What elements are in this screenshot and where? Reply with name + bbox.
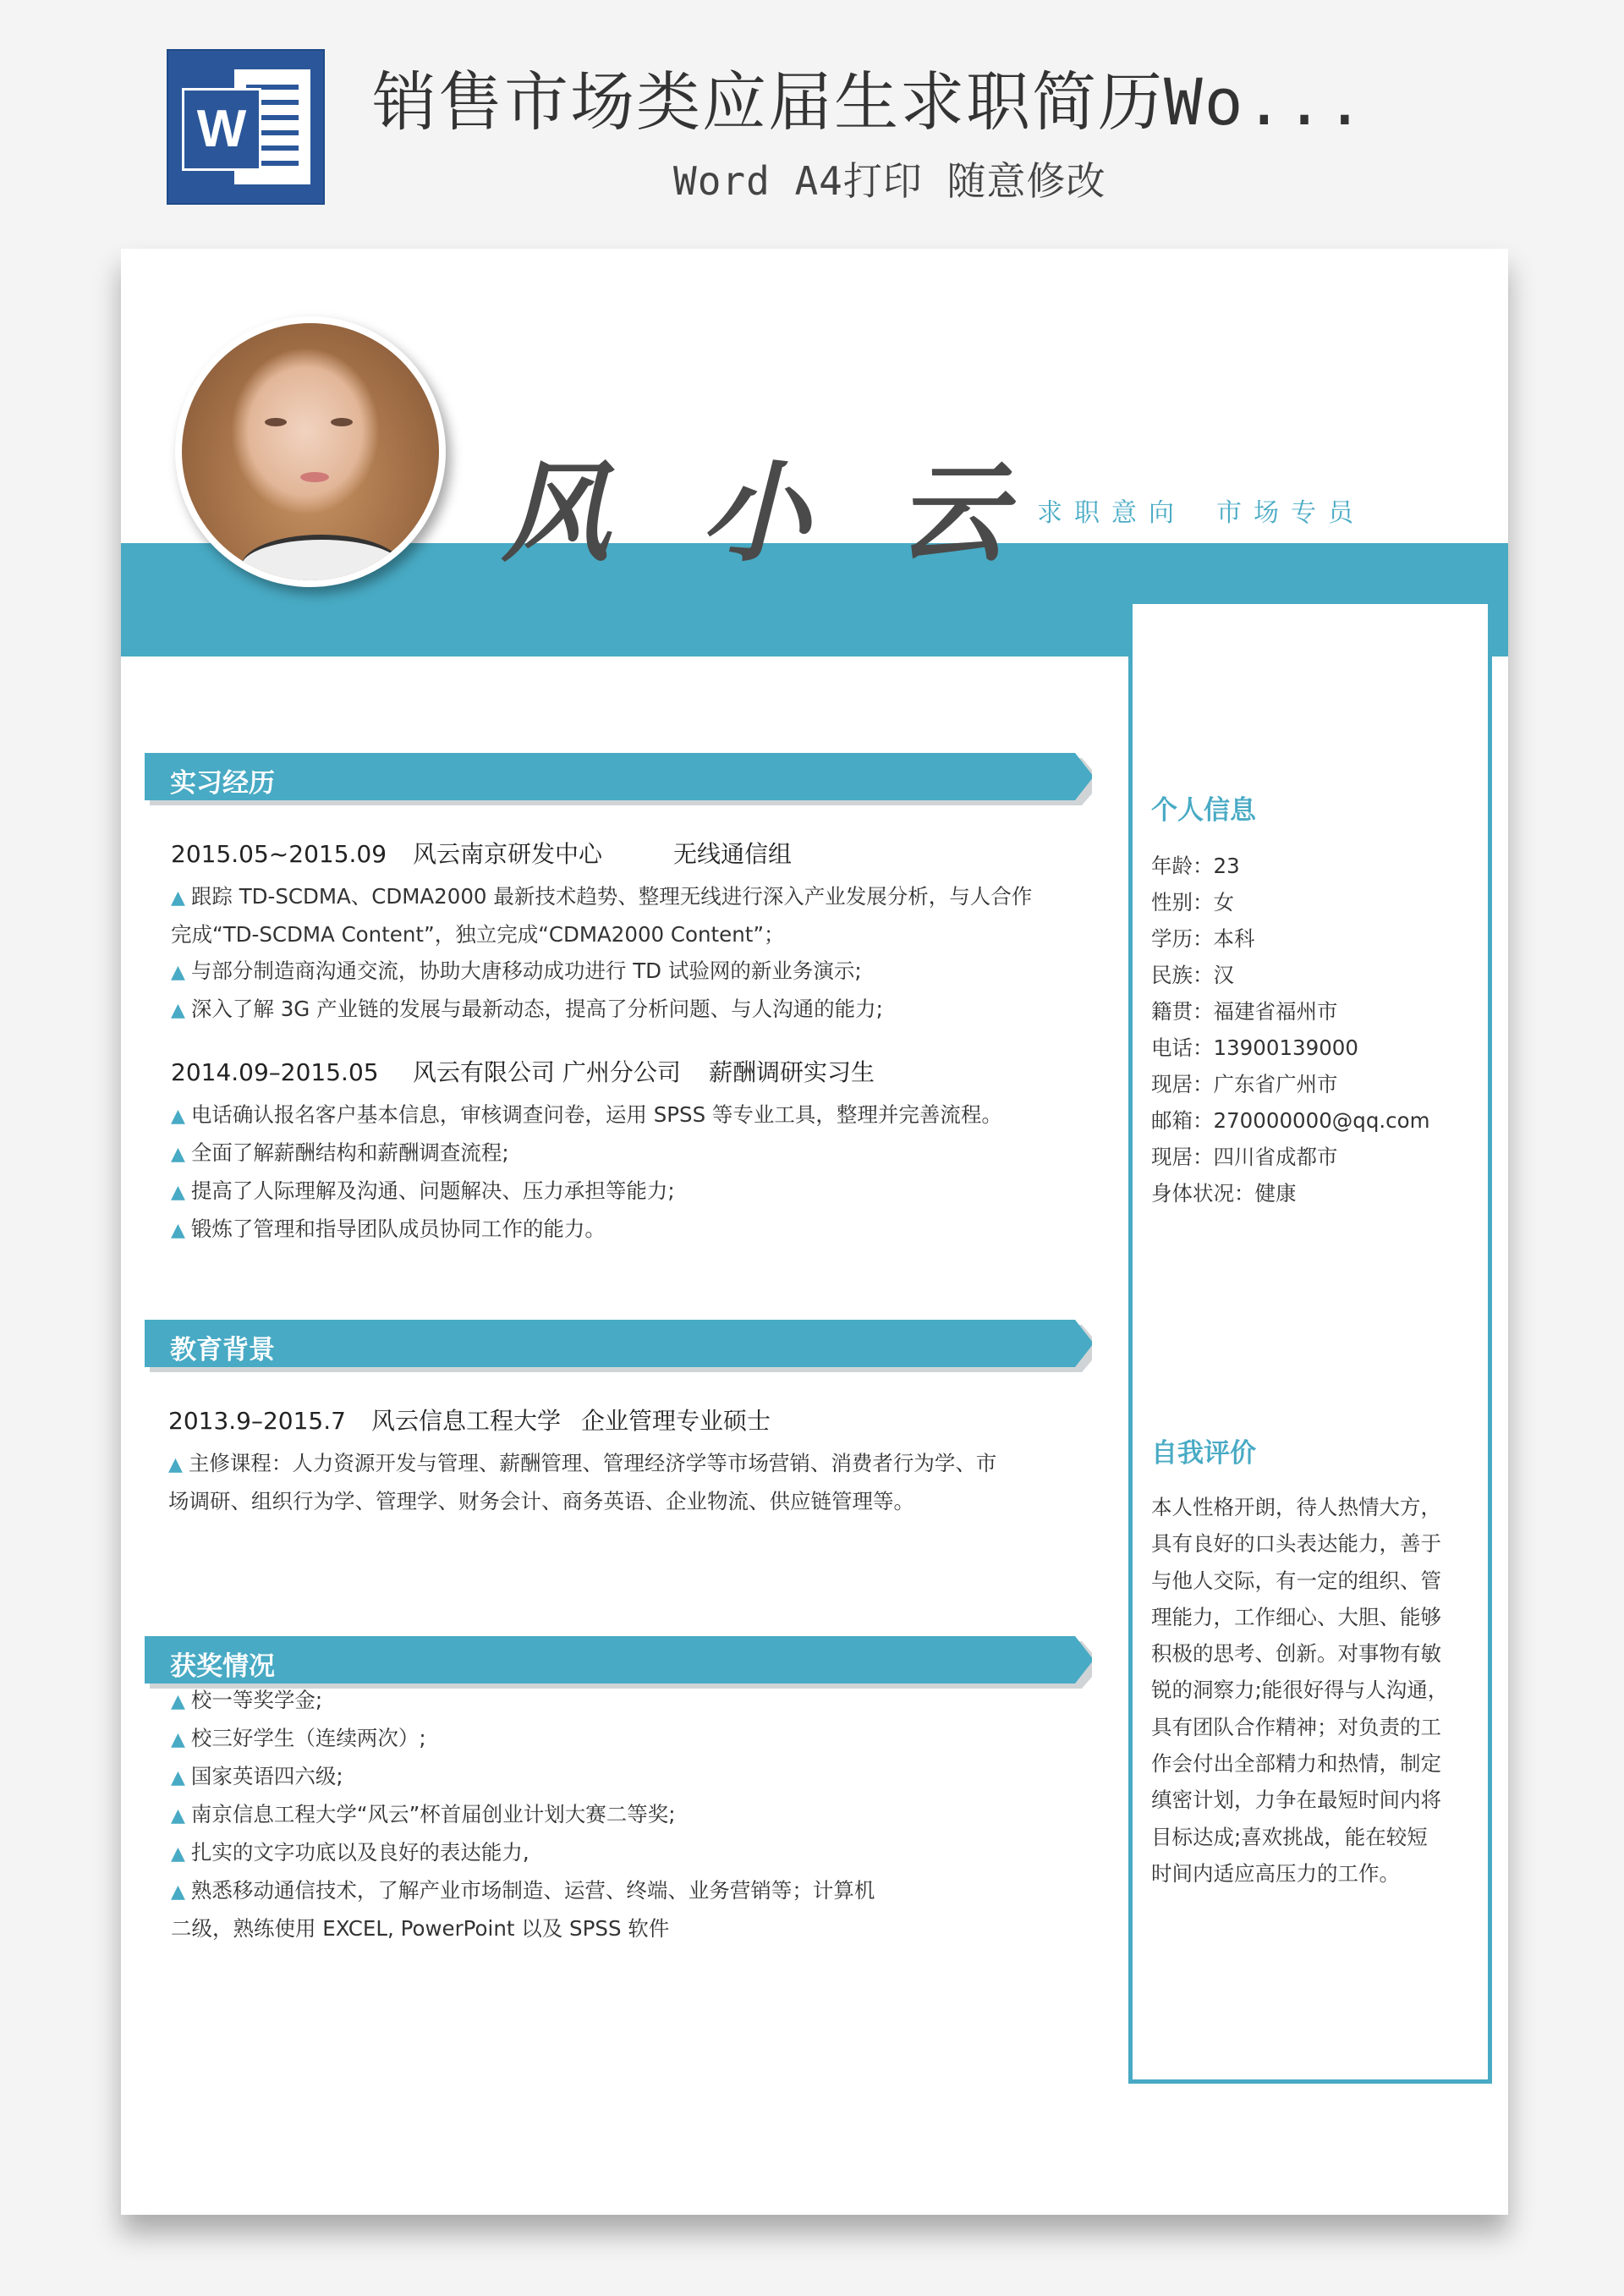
section-arrow-bar [145, 753, 1092, 809]
internship-entry-1-bullets [171, 878, 1051, 1029]
list-item: ▲ 全面了解薪酬结构和薪酬调查流程; [171, 1134, 1051, 1173]
section-arrow-bar [145, 1320, 1092, 1376]
name-char-1: 风 [502, 451, 611, 577]
list-item: ▲ 电话确认报名客户基本信息，审核调查问卷，运用 SPSS 等专业工具，整理并完善流程。 [171, 1096, 1051, 1134]
job-intent [1037, 492, 1365, 529]
eval-line: 具有团队合作精神；对负责的工 [1151, 1714, 1441, 1739]
internship-entry-1-head [171, 836, 792, 870]
entry-org: 风云有限公司 广州分公司 [413, 1058, 681, 1086]
entry-role: 无线通信组 [673, 840, 793, 868]
info-item: 年龄：23 [1151, 854, 1240, 878]
eval-line: 缜密计划，力争在最短时间内将 [1151, 1788, 1441, 1813]
list-item: ▲ 校三好学生（连续两次）; [171, 1720, 1051, 1758]
awards-list [171, 1682, 1051, 1947]
entry-role: 薪酬调研实习生 [709, 1058, 875, 1086]
info-item: 电话：13900139000 [1151, 1035, 1358, 1060]
word-letter: W [182, 88, 261, 171]
self-eval-title: 自我评价 [1151, 1438, 1256, 1469]
list-item: ▲ 南京信息工程大学“风云”杯首届创业计划大赛二等奖; [171, 1796, 1051, 1834]
word-doc-icon [167, 49, 325, 205]
section-title: 获奖情况 [170, 1651, 275, 1682]
personal-info-list [1151, 848, 1430, 1211]
list-item: ▲ 提高了人际理解及沟通、问题解决、压力承担等能力; [171, 1173, 1051, 1211]
entry-period: 2015.05~2015.09 [171, 840, 387, 868]
list-item: ▲ 与部分制造商沟通交流，协助大唐移动成功进行 TD 试验网的新业务演示; [171, 953, 1051, 991]
resume-page [121, 249, 1508, 2215]
eval-line: 与他人交际，有一定的组织、管 [1151, 1568, 1441, 1593]
eval-line: 本人性格开朗，待人热情大方， [1151, 1495, 1441, 1519]
self-eval-text [1151, 1489, 1456, 1892]
avatar-photo [175, 316, 446, 587]
courses-continuation: 场调研、组织行为学、管理学、财务会计、商务英语、企业物流、供应链管理等。 [168, 1489, 914, 1513]
eval-line: 作会付出全部精力和热情，制定 [1151, 1751, 1441, 1777]
intent-label: 求职意向 [1037, 498, 1186, 528]
name-char-3: 云 [897, 451, 1007, 577]
eval-line: 理能力，工作细心、大胆、能够 [1151, 1604, 1441, 1629]
list-item: ▲ 深入了解 3G 产业链的发展与最新动态，提高了分析问题、与人沟通的能力; [171, 991, 1051, 1029]
intent-value: 市场专员 [1216, 498, 1365, 528]
document-title: 销售市场类应届生求职简历Wo... [372, 64, 1366, 140]
section-title: 实习经历 [170, 768, 275, 799]
section-title: 教育背景 [170, 1335, 275, 1365]
eval-line: 锐的洞察力;能很好得与人沟通， [1151, 1678, 1449, 1703]
internship-entry-2-head [171, 1054, 875, 1088]
eval-line: 时间内适应高压力的工作。 [1151, 1860, 1400, 1886]
personal-info-title: 个人信息 [1151, 795, 1256, 826]
info-item: 邮箱：270000000@qq.com [1151, 1108, 1430, 1133]
portrait-image [182, 323, 439, 580]
education-courses [168, 1445, 1048, 1519]
list-item: ▲ 锻炼了管理和指导团队成员协同工作的能力。 [171, 1211, 1051, 1249]
edu-school: 风云信息工程大学 [371, 1407, 562, 1435]
list-item: ▲ 校一等奖学金; [171, 1682, 1051, 1720]
eval-line: 目标达成;喜欢挑战，能在较短 [1151, 1824, 1428, 1849]
education-entry-head [168, 1403, 771, 1436]
section-header-awards [145, 1636, 1092, 1689]
name-char-2: 小 [701, 451, 810, 577]
internship-entry-2-bullets [171, 1096, 1051, 1249]
eval-line: 积极的思考、创新。对事物有敏 [1151, 1641, 1441, 1667]
info-item: 现居：四川省成都市 [1151, 1145, 1338, 1169]
award-continuation: 二级，熟练使用 EXCEL, PowerPoint 以及 SPSS 软件 [171, 1916, 670, 1941]
info-item: 性别：女 [1151, 890, 1234, 915]
eval-line: 具有良好的口头表达能力，善于 [1151, 1531, 1441, 1557]
document-subtitle: Word A4打印 随意修改 [673, 158, 1106, 204]
info-item: 籍贯：福建省福州市 [1151, 999, 1338, 1024]
info-item: 身体状况：健康 [1151, 1181, 1297, 1206]
edu-period: 2013.9–2015.7 [168, 1407, 346, 1435]
list-item: ▲ 国家英语四六级; [171, 1758, 1051, 1796]
list-item: ▲ 跟踪 TD-SCDMA、CDMA2000 最新技术趋势、整理无线进行深入产业发展分析，与人合作 完成“TD-SCDMA Content”，独立完成“CDMA2000 Content”； [171, 878, 1051, 953]
bullet-continuation: 完成“TD-SCDMA Content”，独立完成“CDMA2000 Content”； [171, 922, 785, 947]
section-header-education [145, 1320, 1092, 1372]
entry-org: 风云南京研发中心 [413, 840, 603, 868]
section-header-internship [145, 753, 1092, 805]
info-item: 现居：广东省广州市 [1151, 1072, 1338, 1096]
list-item: ▲ 扎实的文字功底以及良好的表达能力, [171, 1834, 1051, 1872]
info-item: 学历：本科 [1151, 926, 1255, 951]
info-item: 民族：汉 [1151, 963, 1234, 987]
edu-degree: 企业管理专业硕士 [581, 1407, 771, 1435]
list-item: ▲ 熟悉移动通信技术，了解产业市场制造、运营、终端、业务营销等；计算机 二级，熟练使用 EXCEL, PowerPoint 以及 SPSS 软件 [171, 1872, 1051, 1947]
list-item: ▲ 主修课程：人力资源开发与管理、薪酬管理、管理经济学等市场营销、消费者行为学、市 场调研、组织行为学、管理学、财务会计、商务英语、企业物流、供应链管理等。 [168, 1445, 1048, 1519]
entry-period: 2014.09–2015.05 [171, 1058, 379, 1086]
